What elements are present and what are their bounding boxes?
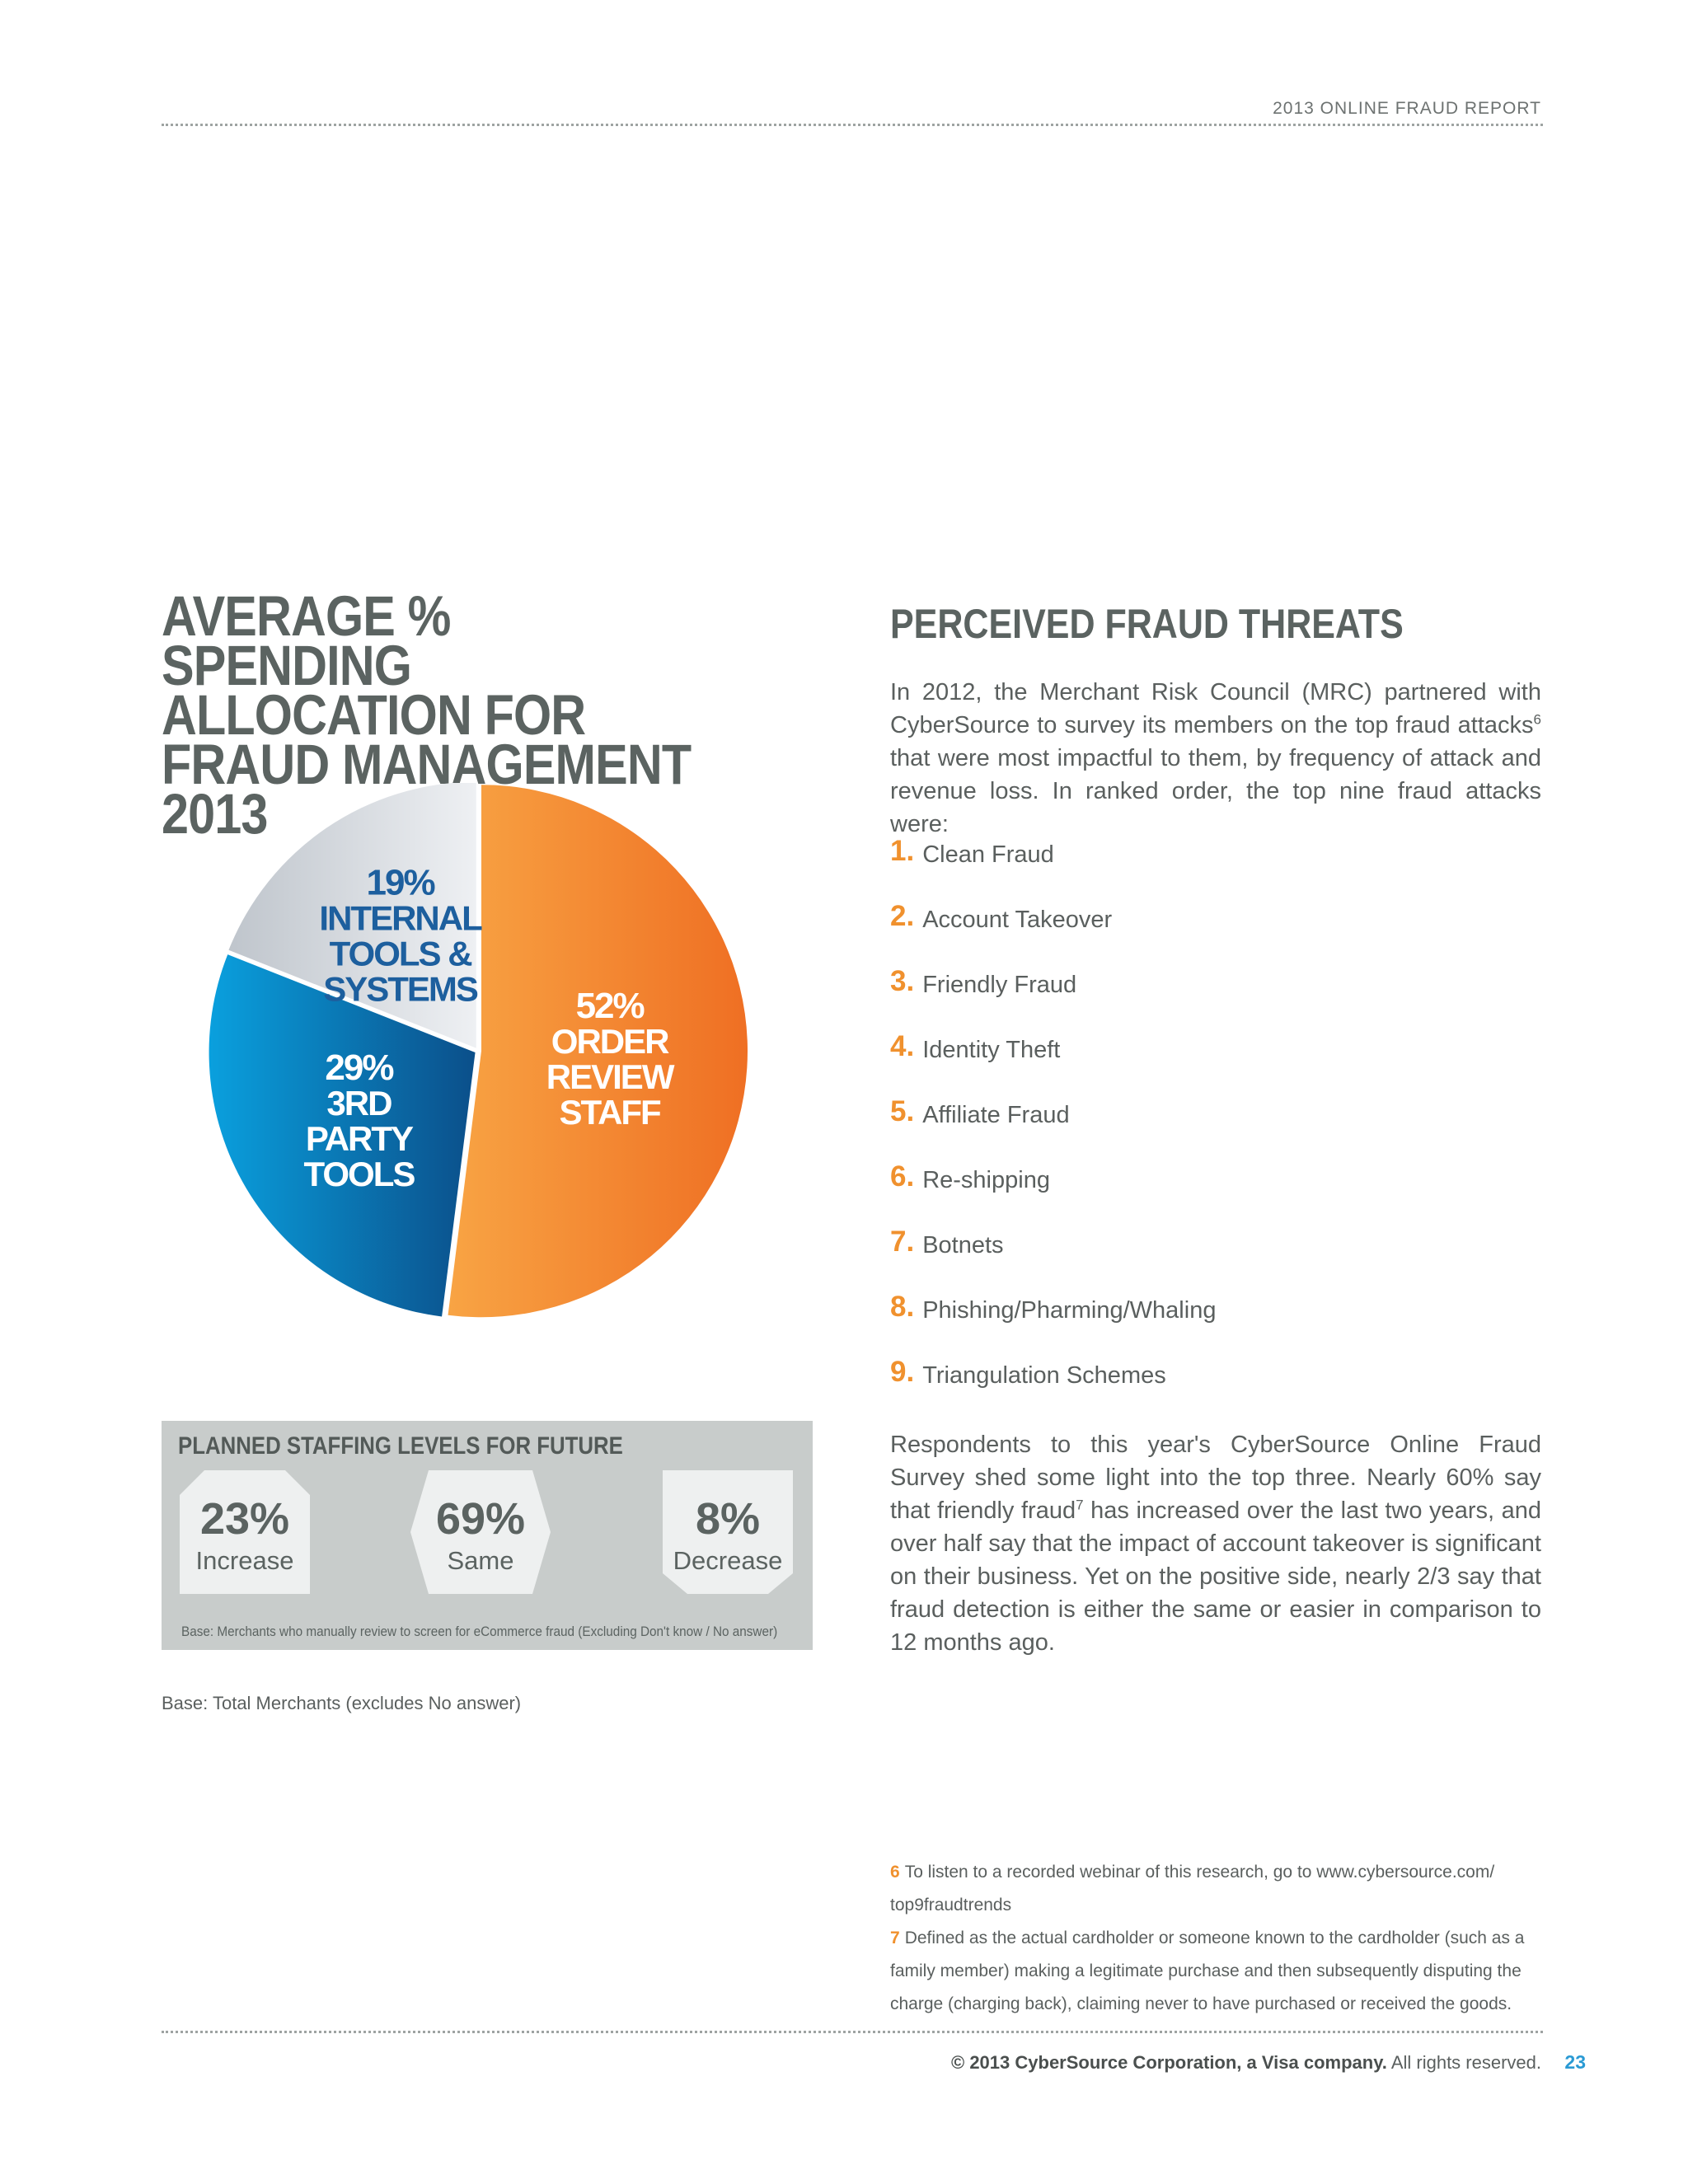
footnote-ref-7: 7: [1076, 1497, 1084, 1513]
footnote-7: [890, 1922, 1550, 2021]
staffing-increase-card: [180, 1470, 310, 1594]
pie-slice-order-review-staff-label: 52% ORDER REVIEW STAFF: [546, 986, 673, 1132]
list-item-text: Identity Theft: [922, 1037, 1061, 1063]
list-item: [890, 837, 1541, 902]
planned-staffing-title: PLANNED STAFFING LEVELS FOR FUTURE: [178, 1432, 623, 1460]
pie-chart-title: AVERAGE % SPENDING ALLOCATION FOR FRAUD MANAGEMENT 2013: [162, 584, 692, 846]
footnote-6: [890, 1856, 1550, 1922]
list-item-text: Affiliate Fraud: [922, 1102, 1070, 1128]
list-item: [890, 1097, 1541, 1162]
fraud-threats-intro: [890, 676, 1541, 841]
staffing-base-note: Base: Merchants who manually review to screen for eCommerce fraud (Excluding Don't know / No answer): [181, 1624, 778, 1639]
copyright-bold: © 2013 CyberSource Corporation, a Visa company.: [951, 2052, 1387, 2073]
footnote-number: 7: [890, 1929, 900, 1947]
staffing-increase-label: Increase: [195, 1546, 294, 1575]
footnote-number: 6: [890, 1863, 900, 1882]
list-item-text: Friendly Fraud: [922, 972, 1077, 998]
pie-slice-internal-tools-label: 19% INTERNAL TOOLS & SYSTEMS: [319, 862, 481, 1009]
list-item: [890, 1357, 1541, 1422]
pie-chart-svg: [206, 783, 750, 1319]
footnote-text: To listen to a recorded webinar of this research, go to www.cybersource.com/ top9fraudtrends: [890, 1863, 1495, 1915]
list-item-text: Phishing/Pharming/Whaling: [922, 1297, 1217, 1324]
copyright: [951, 2052, 1541, 2074]
fraud-attack-list: [890, 837, 1541, 1422]
staffing-same-value: 69%: [435, 1494, 526, 1544]
list-item-number: 9.: [890, 1356, 915, 1388]
list-item-number: 6.: [890, 1160, 915, 1193]
para-text-b: has increased over the last two years, and over half say that the impact of account takeover is significant on their business. Yet on the positive side, nearly 2/3 say that fraud detection is either the same or easier in comparison to 12 months ago.: [890, 1497, 1541, 1656]
list-item-text: Re-shipping: [922, 1167, 1050, 1193]
list-item-text: Triangulation Schemes: [922, 1362, 1166, 1389]
list-item-number: 8.: [890, 1291, 915, 1323]
staffing-decrease-value: 8%: [695, 1494, 761, 1544]
list-item-text: Clean Fraud: [922, 841, 1054, 868]
pie-chart: [206, 783, 750, 1319]
staffing-decrease-label: Decrease: [673, 1546, 783, 1575]
footnote-text: Defined as the actual cardholder or someone known to the cardholder (such as a family member) making a legitimate purchase and then subsequently disputing the charge (charging back), claiming never to have purchased or received the goods.: [890, 1929, 1525, 2013]
list-item: [890, 902, 1541, 967]
list-item: [890, 1227, 1541, 1292]
fraud-threats-title: PERCEIVED FRAUD THREATS: [890, 601, 1404, 647]
staffing-same-label: Same: [447, 1546, 514, 1575]
intro-text-a: In 2012, the Merchant Risk Council (MRC) partnered with CyberSource to survey its members on the top fraud attacks: [890, 679, 1541, 738]
top-divider: [162, 124, 1543, 126]
list-item-number: 7.: [890, 1226, 915, 1258]
staffing-same-card: [410, 1470, 551, 1594]
copyright-rest: All rights reserved.: [1386, 2052, 1541, 2073]
list-item-number: 3.: [890, 965, 915, 997]
list-item-text: Botnets: [922, 1232, 1004, 1258]
footnotes: [890, 1856, 1550, 2021]
footnote-ref-6: 6: [1533, 711, 1541, 728]
staffing-increase-value: 23%: [199, 1494, 290, 1544]
respondents-paragraph: [890, 1428, 1541, 1659]
planned-staffing-panel: [162, 1421, 813, 1650]
list-item-text: Account Takeover: [922, 907, 1113, 933]
list-item-number: 1.: [890, 835, 915, 867]
page-number: 23: [1564, 2051, 1586, 2073]
list-item-number: 5.: [890, 1095, 915, 1127]
list-item-number: 2.: [890, 900, 915, 932]
intro-text-b: that were most impactful to them, by frequency of attack and revenue loss. In ranked order, the top nine fraud attacks were:: [890, 745, 1541, 837]
pie-base-note: Base: Total Merchants (excludes No answer): [162, 1693, 522, 1713]
bottom-divider: [162, 2031, 1543, 2033]
list-item: [890, 1162, 1541, 1227]
list-item: [890, 1292, 1541, 1357]
report-header-label: 2013 ONLINE FRAUD REPORT: [1273, 99, 1541, 118]
pie-slice-third-party-tools-label: 29% 3RD PARTY TOOLS: [303, 1047, 415, 1193]
list-item: [890, 967, 1541, 1032]
staffing-decrease-card: [663, 1470, 793, 1594]
list-item-number: 4.: [890, 1030, 915, 1062]
para-text-a: Respondents to this year's CyberSource Online Fraud Survey shed some light into the top three. Nearly 60% say that friendly fraud: [890, 1432, 1541, 1524]
list-item: [890, 1032, 1541, 1097]
